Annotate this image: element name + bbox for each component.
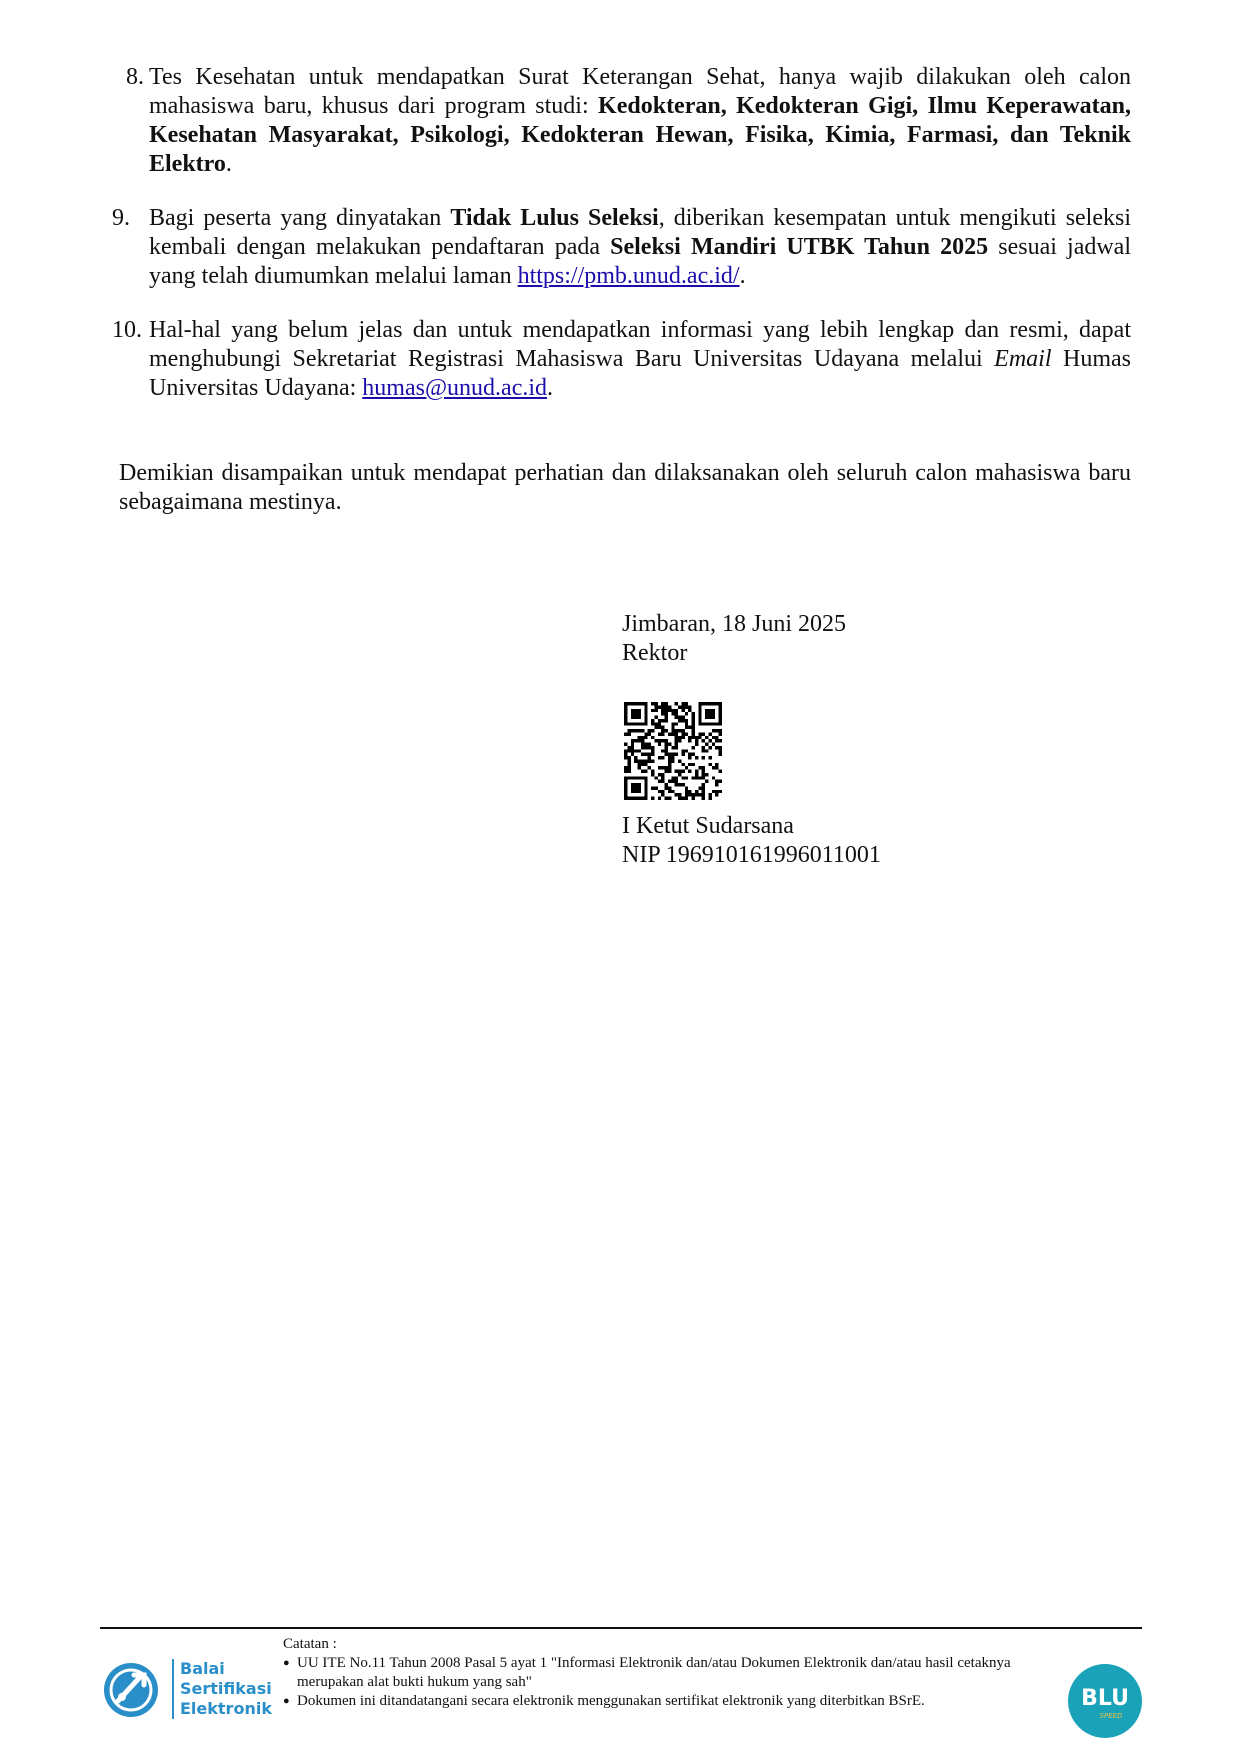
italic-text: Email: [994, 346, 1052, 372]
list-item-body: [149, 204, 1131, 291]
link[interactable]: humas@unud.ac.id: [362, 375, 548, 401]
footer-notes-list: [283, 1654, 1053, 1711]
list-number: 9.: [112, 205, 130, 231]
list-item-9: [104, 204, 1131, 291]
bsre-logo-line: Balai: [180, 1659, 225, 1678]
bsre-logo-line: Sertifikasi: [180, 1679, 272, 1698]
list-item-body: [149, 63, 1131, 179]
signature-position: Rektor: [622, 640, 688, 666]
footer-notes: [283, 1635, 1053, 1711]
bold-text: Tidak Lulus Seleksi: [450, 205, 659, 231]
text-segment: .: [547, 375, 554, 401]
footer-note: ● UU ITE No.11 Tahun 2008 Pasal 5 ayat 1 "Informasi Elektronik dan/atau Dokumen Elektronik dan/atau hasil cetaknya merupakan alat bukti hukum yang sah": [297, 1654, 1053, 1692]
bsre-logo-text: [172, 1659, 272, 1719]
blu-logo-text: BLU: [1081, 1686, 1129, 1711]
text-segment: Humas Universitas Udayana:: [149, 346, 1131, 401]
link[interactable]: https://pmb.unud.ac.id/: [517, 263, 740, 289]
bold-text: Seleksi Mandiri UTBK Tahun 2025: [610, 234, 989, 260]
bsre-logo-line: Elektronik: [180, 1699, 272, 1718]
bsre-emblem-icon: [100, 1655, 162, 1721]
text-segment: Tes Kesehatan untuk mendapatkan Surat Keterangan Sehat, hanya wajib dilakukan oleh calon mahasiswa baru, khusus dari program studi:: [149, 64, 1131, 119]
closing-paragraph: Demikian disampaikan untuk mendapat perhatian dan dilaksanakan oleh seluruh calon mahasiswa baru sebagaimana mestinya.: [119, 460, 1131, 515]
bold-text: Kedokteran, Kedokteran Gigi, Ilmu Keperawatan, Kesehatan Masyarakat, Psikologi, Kedokteran Hewan, Fisika, Kimia, Farmasi, dan Teknik Elektro: [149, 93, 1131, 177]
signatory-name: I Ketut Sudarsana: [622, 813, 794, 839]
text-segment: .: [225, 151, 232, 177]
text-segment: , diberikan kesempatan untuk mengikuti seleksi kembali dengan melakukan pendaftaran pada: [149, 205, 1132, 260]
signature-place-date: Jimbaran, 18 Juni 2025: [622, 611, 846, 637]
list-number: 8.: [126, 64, 144, 90]
footer-note: ● Dokumen ini ditandatangani secara elektronik menggunakan sertifikat elektronik yang diterbitkan BSrE.: [297, 1692, 1053, 1711]
text-segment: sesuai jadwal yang telah diumumkan melalui laman: [149, 234, 1131, 289]
footer-divider: [100, 1627, 1142, 1629]
text-segment: Hal-hal yang belum jelas dan untuk mendapatkan informasi yang lebih lengkap dan resmi, dapat menghubungi Sekretariat Registrasi Mahasiswa Baru Universitas Udayana melalui: [149, 317, 1131, 372]
blu-logo-subtext: SPEED: [1099, 1712, 1123, 1720]
qr-code-icon: [624, 702, 722, 800]
bsre-logo: [100, 1655, 270, 1725]
text-segment: Bagi peserta yang dinyatakan: [149, 205, 451, 231]
text-segment: .: [739, 263, 746, 289]
blu-speed-logo: [1067, 1663, 1143, 1739]
signatory-nip: NIP 196910161996011001: [622, 842, 881, 868]
list-item-8: [104, 63, 1131, 179]
footer-notes-title: Catatan :: [283, 1636, 337, 1652]
list-item-10: [104, 316, 1131, 403]
list-number: 10.: [112, 317, 142, 343]
list-item-body: [149, 316, 1131, 403]
